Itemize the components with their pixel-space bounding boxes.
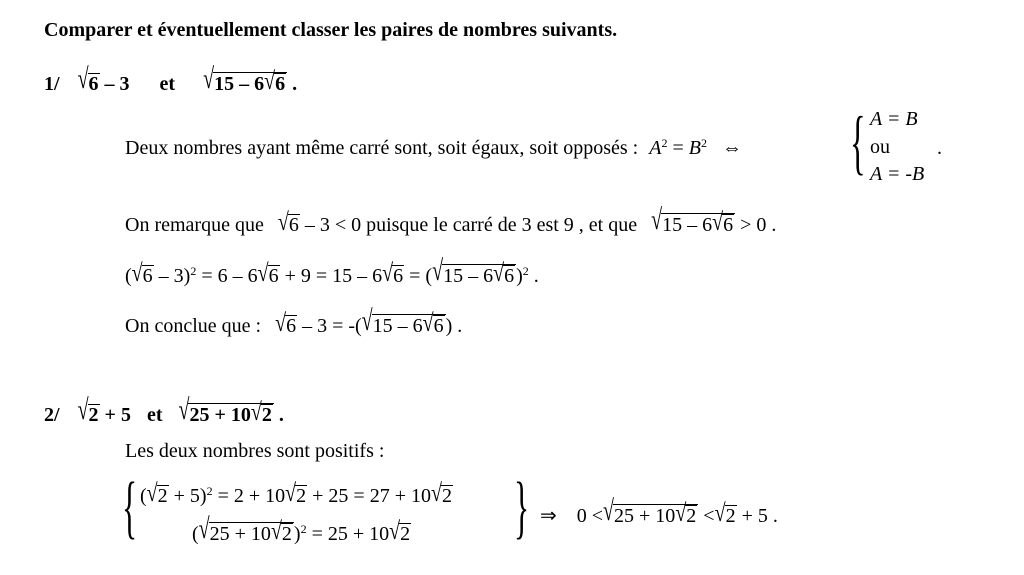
part1-label: 1/ (44, 73, 60, 95)
part2-system-line1: $(√2 + 5)^2 = 2 + 10√2 + 25 = 27 + 10√2$ (140, 479, 452, 508)
part2-system-line2: (√25 + 10√2 )$^2$ = 25 + 10√2 (192, 513, 411, 546)
case-or: ou (870, 136, 890, 158)
part1-n1-radicand: 6 (88, 73, 99, 95)
part1-calc-line: (√6 – 3)$^2$ = 6 – 6√6 + 9 = 15 – 6√6 = (√15 – 6√6 )$^2$ . (125, 255, 539, 288)
sys-right-brace: } (514, 469, 530, 546)
part1-conclusion-line: On conclue que : √6 – 3 = -(√15 – 6√6 ) . (125, 305, 463, 338)
case2: A = -B (870, 163, 925, 185)
part1-n2-radicand: 15 – 6√6 (214, 67, 286, 95)
part1-remark-line: On remarque que √6 – 3 < 0 puisque le carré de 3 est 9 , et que √15 – 6√6 > 0 . (125, 204, 777, 237)
case-period: . (937, 137, 942, 159)
part1-n1-rest: – 3 (99, 73, 130, 95)
sys-left-brace: { (122, 469, 138, 546)
part1-heading: 1/ √6 – 3 et √15 – 6√6 . (44, 63, 298, 96)
part2-conclusion: ⇒ 0 <√25 + 10√2 <√2 + 5 . (540, 495, 778, 528)
implies-symbol: ⇒ (540, 505, 557, 527)
part1-et: et (159, 73, 176, 95)
part1-intro-line: Deux nombres ayant même carré sont, soit égaux, soit opposés : $A^2 = B^2$ ⇔ (125, 136, 742, 159)
equiv-symbol: ⇔ (721, 137, 742, 159)
part2-intro-line: Les deux nombres sont positifs : (125, 440, 385, 462)
part1-period: . (292, 73, 298, 95)
part2-label: 2/ (44, 404, 60, 426)
exercise-title: Comparer et éventuellement classer les paires de nombres suivants. (44, 19, 618, 41)
case1: A = B (870, 108, 918, 130)
left-brace: { (850, 102, 866, 182)
part2-heading: 2/ √2 + 5 et √25 + 10√2 . (44, 394, 284, 427)
part1-intro-text: Deux nombres ayant même carré sont, soit égaux, soit opposés : (125, 137, 639, 159)
